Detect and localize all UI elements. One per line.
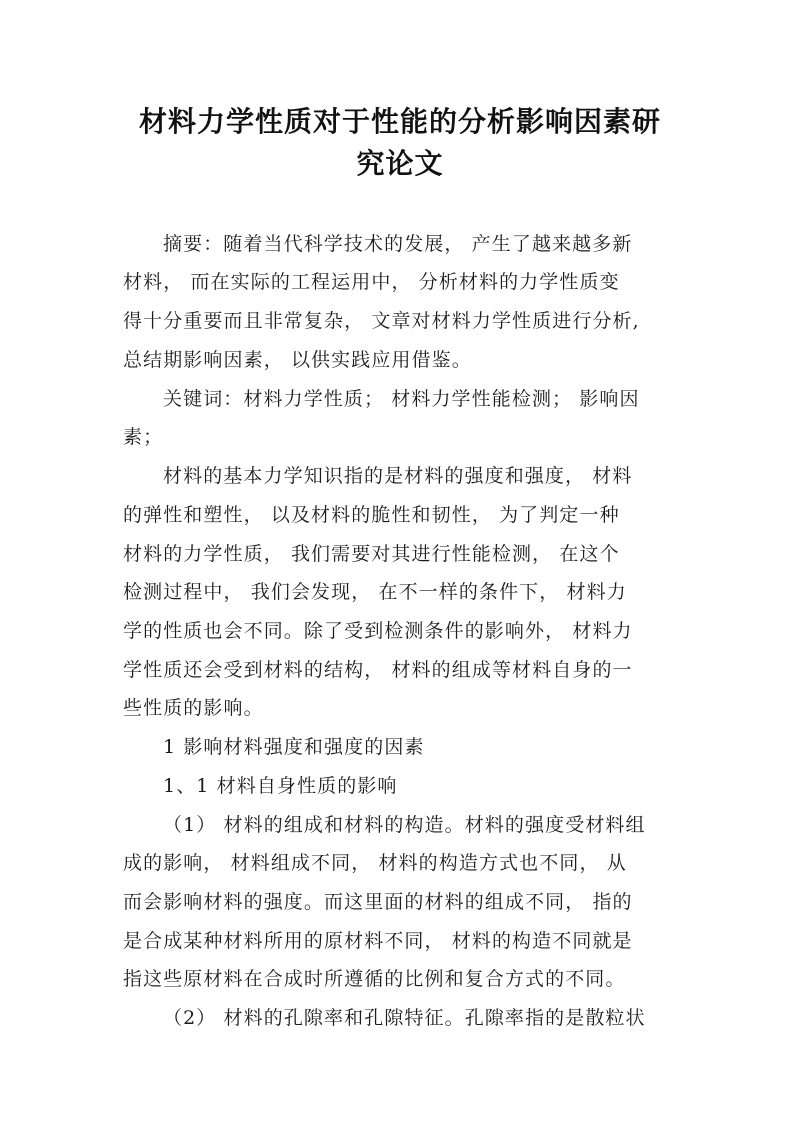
item-1-line-4: 是合成某种材料所用的原材料不同， 材料的构造不同就是 [123,930,633,952]
body-paragraph-1-line-6: 学性质还会受到材料的结构， 材料的组成等材料自身的一 [123,659,633,681]
body-paragraph-1-line-1: 材料的基本力学知识指的是材料的强度和强度， 材料 [163,465,633,487]
item-1-line-2: 成的影响， 材料组成不同， 材料的构造方式也不同， 从 [123,852,627,874]
abstract-line-2: 材料， 而在实际的工程运用中， 分析材料的力学性质变 [123,271,620,293]
keywords-line-1: 关键词：材料力学性质； 材料力学性能检测； 影响因 [163,388,640,410]
document-title-line-1: 材料力学性质对于性能的分析影响因素研 [138,105,661,138]
item-1-line-5: 指这些原材料在合成时所遵循的比例和复合方式的不同。 [123,968,626,990]
section-heading-1: 1 影响材料强度和强度的因素 [163,736,425,758]
document-title-line-2: 究论文 [356,147,444,180]
subsection-heading-1-1: 1、1 材料自身性质的影响 [163,775,398,797]
item-1-line-1: （1） 材料的组成和材料的构造。材料的强度受材料组 [163,814,646,836]
body-paragraph-1-line-3: 材料的力学性质， 我们需要对其进行性能检测， 在这个 [123,543,620,565]
abstract-line-4: 总结期影响因素， 以供实践应用借鉴。 [123,349,472,371]
item-2-line-1: （2） 材料的孔隙率和孔隙特征。孔隙率指的是散粒状 [163,1007,646,1029]
body-paragraph-1-line-4: 检测过程中， 我们会发现， 在不一样的条件下， 材料力 [123,581,627,603]
keywords-line-2: 素； [123,426,164,448]
body-paragraph-1-line-5: 学的性质也会不同。除了受到检测条件的影响外， 材料力 [123,620,633,642]
abstract-line-1: 摘要：随着当代科学技术的发展， 产生了越来越多新 [163,233,633,255]
abstract-line-3: 得十分重要而且非常复杂， 文章对材料力学性质进行分析, [123,310,640,332]
body-paragraph-1-line-2: 的弹性和塑性， 以及材料的脆性和韧性， 为了判定一种 [123,504,620,526]
item-1-line-3: 而会影响材料的强度。而这里面的材料的组成不同， 指的 [123,891,633,913]
body-paragraph-1-line-7: 些性质的影响。 [123,697,264,719]
